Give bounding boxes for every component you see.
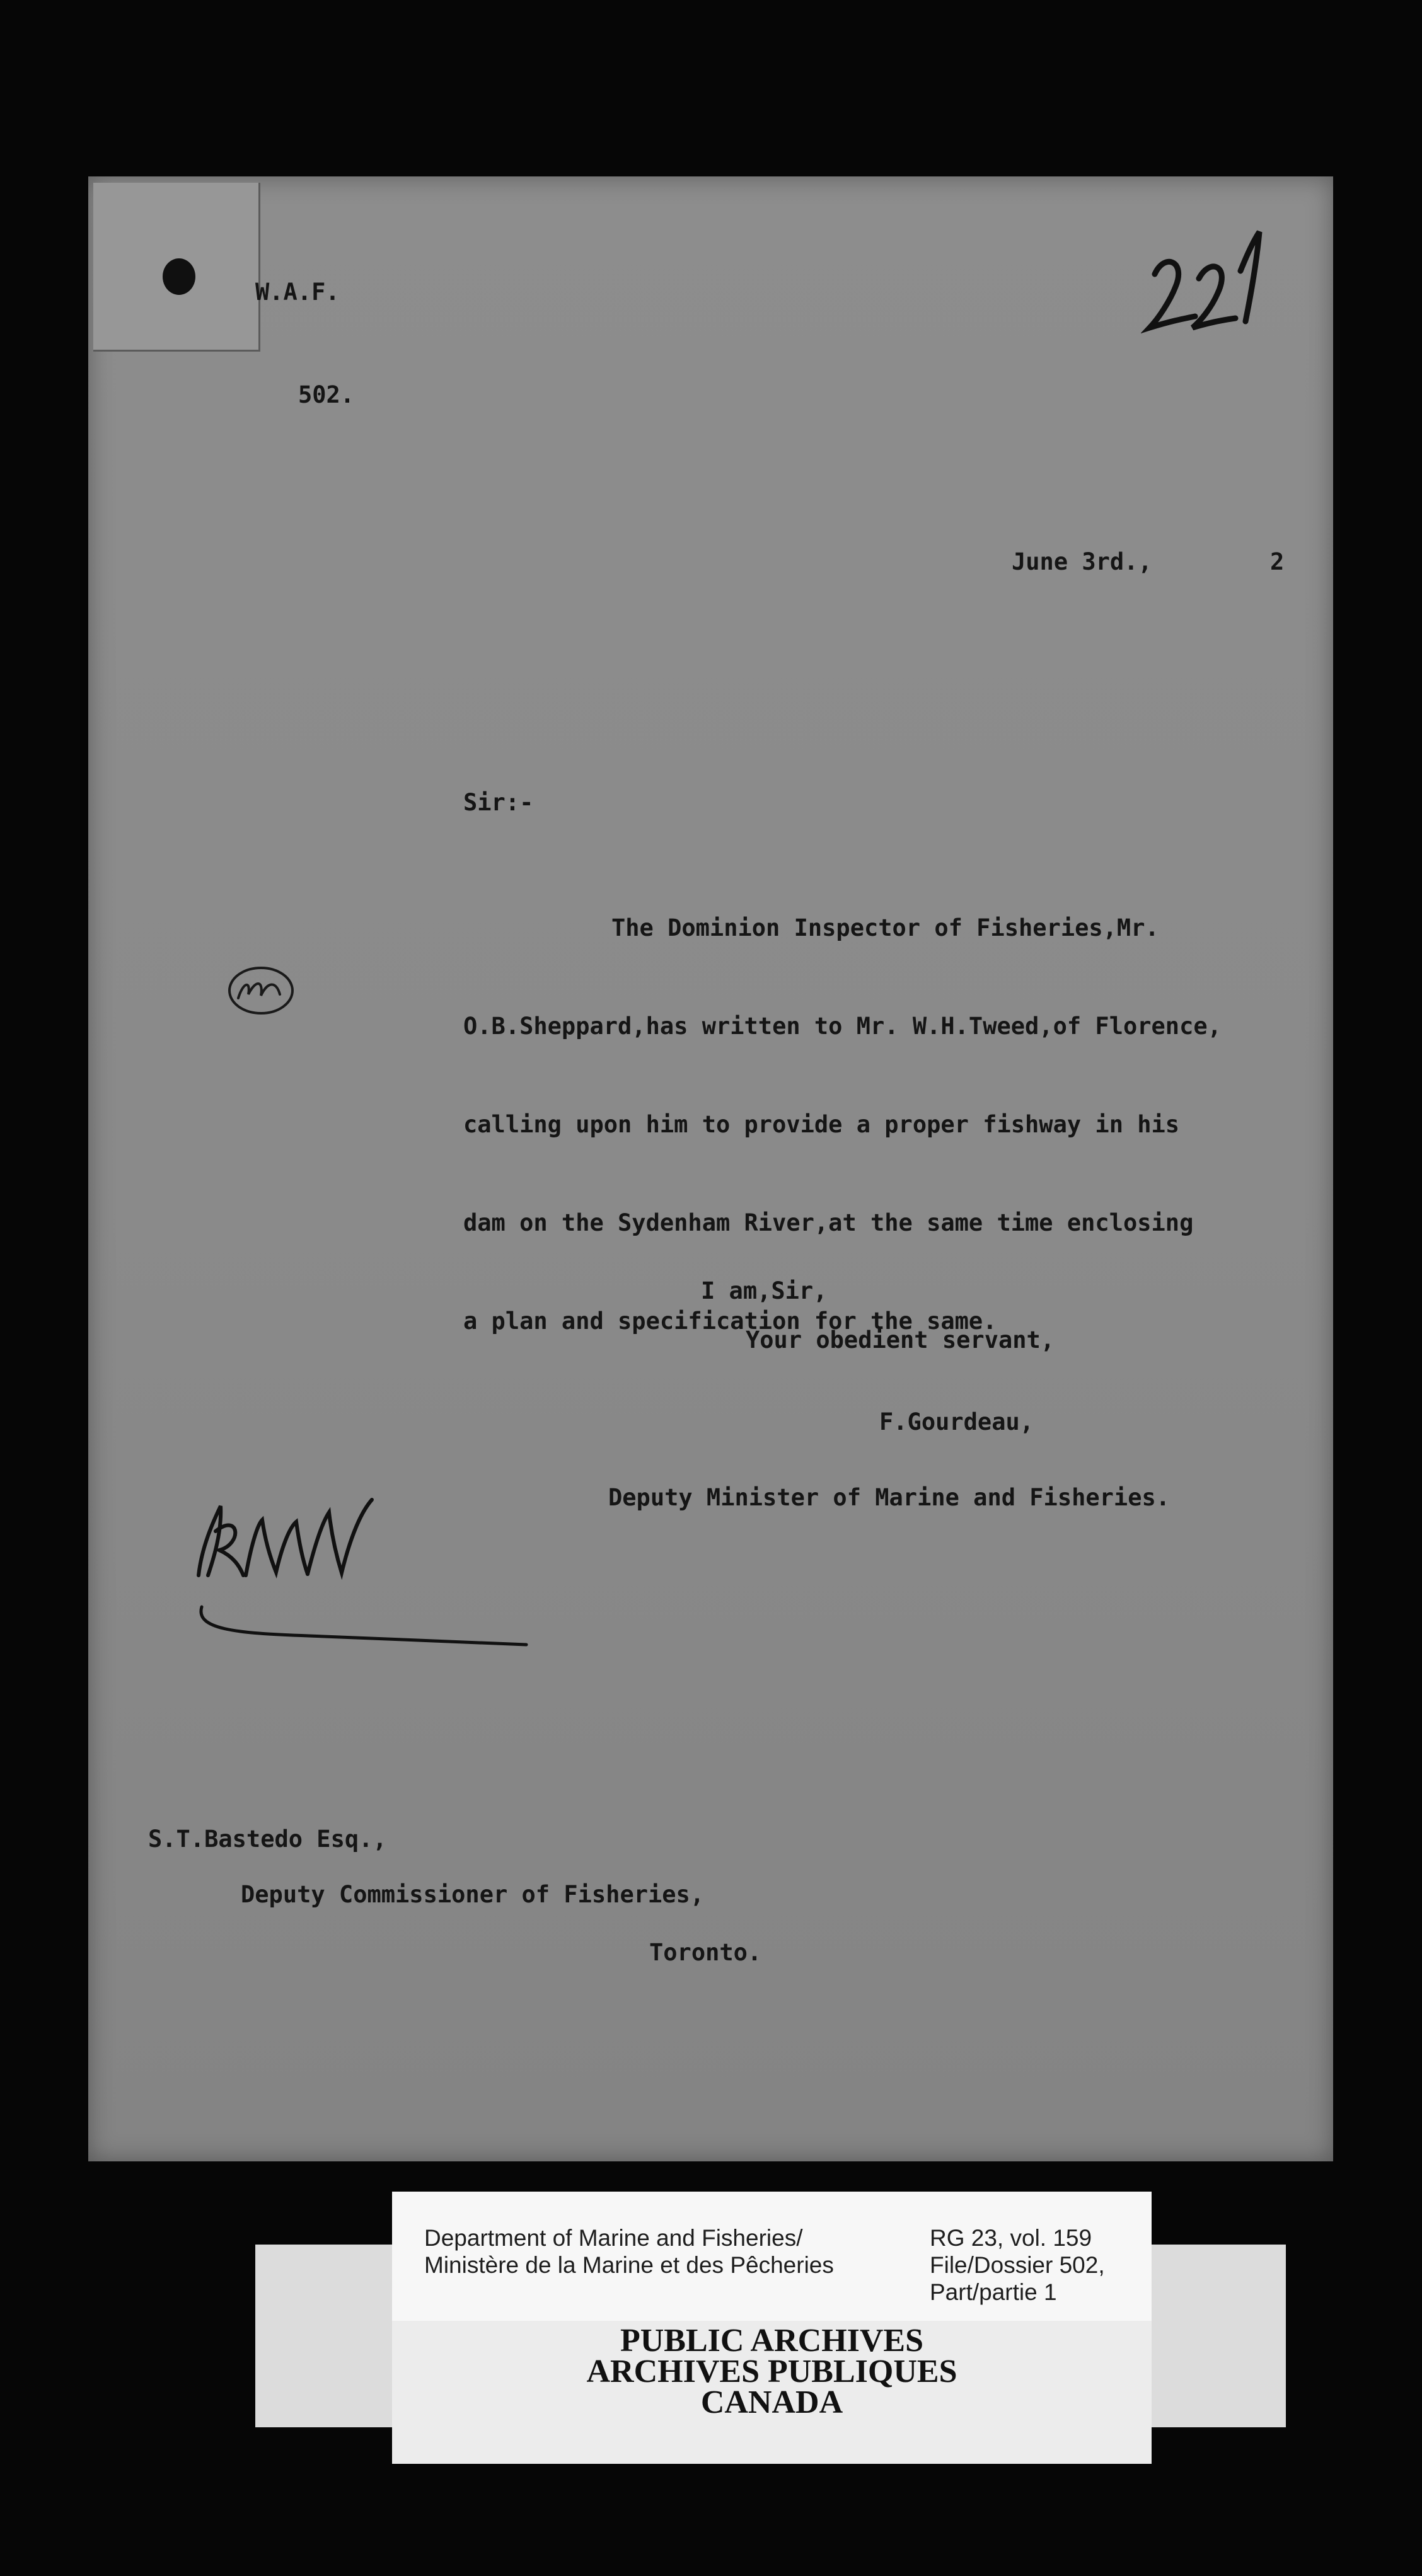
public-archives-stamp xyxy=(392,2325,1152,2418)
addressee-title: Deputy Commissioner of Fisheries, xyxy=(241,1881,705,1908)
closing-line-2: Your obedient servant, xyxy=(746,1326,1055,1354)
body-line: a plan and specification for the same. xyxy=(463,1308,997,1335)
body-line: The Dominion Inspector of Fisheries,Mr. xyxy=(611,914,1159,941)
archives-line-en: PUBLIC ARCHIVES xyxy=(620,2323,924,2359)
punch-hole xyxy=(163,258,195,295)
letter-date: June 3rd., xyxy=(1012,548,1152,575)
label-reference-part: Part/partie 1 xyxy=(930,2279,1057,2305)
body-line: O.B.Sheppard,has written to Mr. W.H.Tweed,of Florence, xyxy=(463,1013,1222,1040)
signature: F.Gourdeau, xyxy=(879,1408,1034,1435)
body-line: dam on the Sydenham River,at the same time enclosing xyxy=(463,1209,1194,1236)
label-reference-file: File/Dossier 502, xyxy=(930,2252,1105,2278)
letter-date-digit: 2 xyxy=(1270,548,1285,575)
label-department-fr: Ministère de la Marine et des Pêcheries xyxy=(424,2252,834,2278)
handwritten-initials-mark xyxy=(183,1487,548,1654)
letter-body xyxy=(463,856,1222,1371)
handwritten-margin-mark xyxy=(226,963,296,1018)
closing-line: I am,Sir, xyxy=(701,1277,828,1304)
archives-line-country: CANADA xyxy=(700,2384,843,2420)
addressee-city: Toronto. xyxy=(649,1939,762,1966)
handwritten-folio-number-221 xyxy=(1141,227,1273,337)
archives-line-fr: ARCHIVES PUBLIQUES xyxy=(586,2354,957,2389)
addressee-name: S.T.Bastedo Esq., xyxy=(148,1826,387,1853)
signatory-title: Deputy Minister of Marine and Fisheries. xyxy=(608,1484,1171,1511)
body-line: calling upon him to provide a proper fishway in his xyxy=(463,1111,1180,1138)
file-number: 502. xyxy=(298,381,355,408)
label-department-en: Department of Marine and Fisheries/ xyxy=(424,2225,803,2251)
letter-initials: W.A.F. xyxy=(255,279,340,306)
label-reference-volume: RG 23, vol. 159 xyxy=(930,2225,1092,2251)
salutation: Sir:- xyxy=(463,789,534,816)
